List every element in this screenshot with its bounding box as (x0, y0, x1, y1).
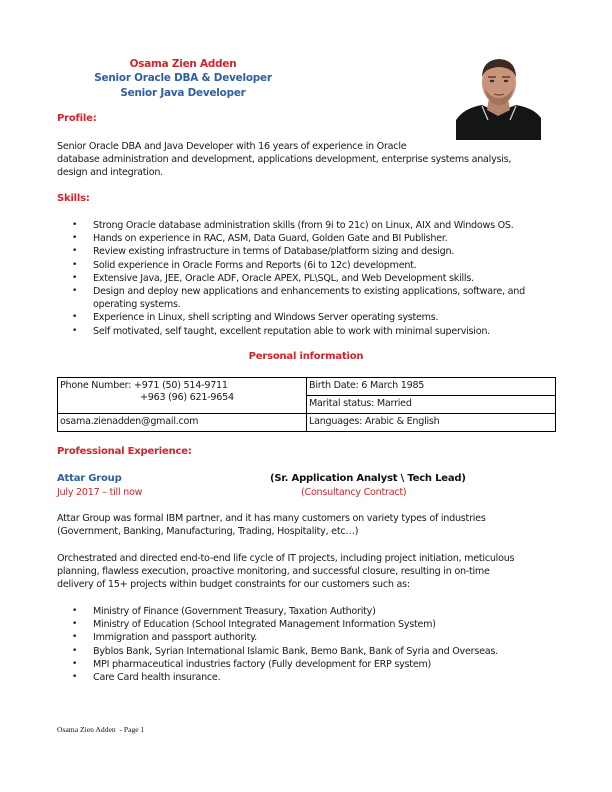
contract-type: (Consultancy Contract) (301, 487, 407, 498)
skills-heading: Skills: (57, 193, 90, 204)
personal-info-heading: Personal information (248, 351, 364, 362)
candidate-name: Osama Zien Adden (129, 58, 237, 70)
skill-item: • Extensive Java, JEE, Oracle ADF, Oracle APEX, PL\SQL, and Web Development skills. (57, 272, 567, 285)
profile-line: Senior Oracle DBA and Java Developer with 16 years of experience in Oracle (57, 141, 407, 152)
job-title-primary: Senior Oracle DBA & Developer (94, 72, 272, 84)
experience-heading: Professional Experience: (57, 446, 192, 457)
profile-line: database administration and development, applications development, enterprise systems analysis, (57, 154, 512, 165)
birth-date-cell: Birth Date: 6 March 1985 (307, 378, 556, 396)
phone-cell (58, 378, 307, 414)
customer-item: • MPI pharmaceutical industries factory (Fully development for ERP system) (57, 658, 567, 671)
skill-item: • Experience in Linux, shell scripting and Windows Server operating systems. (57, 311, 567, 324)
page-footer: Osama Zien Adden - Page 1 (57, 725, 145, 734)
job-period: July 2017 – till now (57, 487, 143, 498)
achievement-line: planning, flawless execution, proactive monitoring, and successful closure, resulting in on-time (57, 566, 490, 577)
skill-item: • Self motivated, self taught, excellent reputation able to work with minimal supervision. (57, 325, 567, 338)
skills-list (57, 219, 567, 338)
profile-photo (456, 50, 541, 140)
skill-item: • Solid experience in Oracle Forms and Reports (6i to 12c) development. (57, 259, 567, 272)
description-line: Attar Group was formal IBM partner, and it has many customers on variety types of industries (57, 513, 486, 524)
customer-item: • Ministry of Finance (Government Treasury, Taxation Authority) (57, 605, 567, 618)
job-role: (Sr. Application Analyst \ Tech Lead) (270, 473, 466, 484)
phone-number-secondary: +963 (96) 621-9654 (140, 392, 234, 403)
phone-number-primary: Phone Number: +971 (50) 514-9711 (60, 380, 228, 391)
description-line: (Government, Banking, Manufacturing, Trading, Hospitality, etc…) (57, 526, 359, 537)
customer-item: • Immigration and passport authority. (57, 631, 567, 644)
languages-cell: Languages: Arabic & English (307, 414, 556, 432)
job-achievements (57, 552, 514, 591)
skill-item-text-continued: operating systems. (93, 299, 181, 311)
email-cell[interactable]: osama.zienadden@gmail.com (58, 414, 307, 432)
company-description (57, 512, 486, 538)
skill-item: • Hands on experience in RAC, ASM, Data Guard, Golden Gate and BI Publisher. (57, 232, 567, 245)
customers-list (57, 605, 567, 684)
achievement-line: delivery of 15+ projects within budget constraints for our customers such as: (57, 579, 410, 590)
skill-item (57, 285, 567, 311)
customer-item: • Ministry of Education (School Integrated Management Information System) (57, 618, 567, 631)
profile-heading: Profile: (57, 113, 97, 124)
personal-info-table (57, 377, 556, 432)
skill-item: • Review existing infrastructure in terms of Database/platform sizing and design. (57, 245, 567, 258)
skill-item-text: Design and deploy new applications and enhancements to existing applications, software, and (93, 286, 525, 298)
customer-item: • Care Card health insurance. (57, 671, 567, 684)
marital-status-cell: Marital status: Married (307, 396, 556, 414)
profile-line: design and integration. (57, 167, 163, 178)
company-name: Attar Group (57, 473, 122, 484)
customer-item: • Byblos Bank, Syrian International Islamic Bank, Bemo Bank, Bank of Syria and Overseas. (57, 645, 567, 658)
skill-item: • Strong Oracle database administration skills (from 9i to 21c) on Linux, AIX and Windows OS. (57, 219, 567, 232)
achievement-line: Orchestrated and directed end-to-end life cycle of IT projects, including project initiation, meticulous (57, 553, 515, 564)
profile-summary (57, 140, 511, 179)
job-title-secondary: Senior Java Developer (120, 87, 246, 99)
